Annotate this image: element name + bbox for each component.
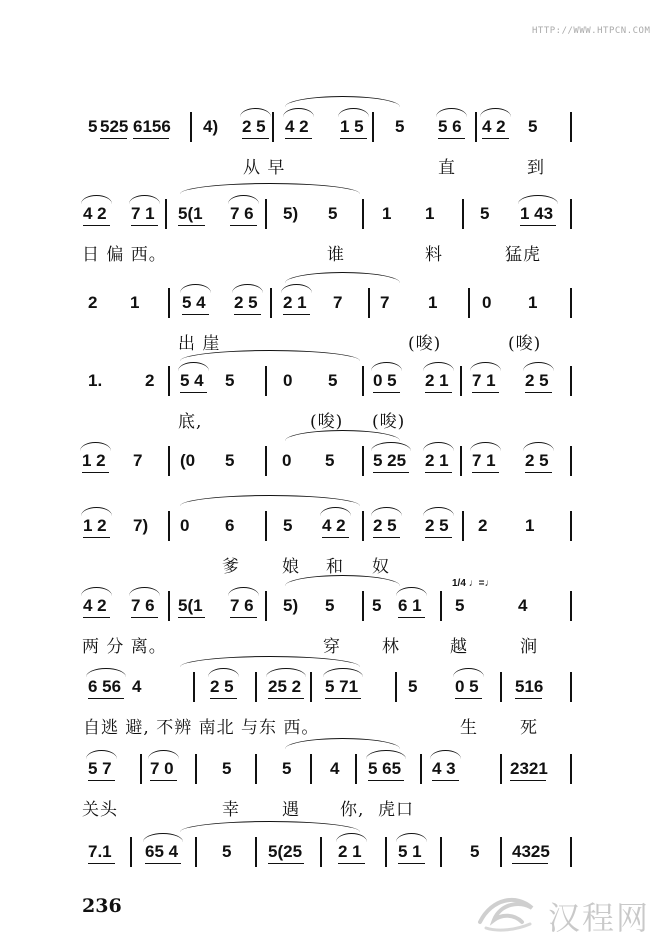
note-group: 4	[330, 759, 340, 778]
bar-line	[475, 112, 477, 142]
lyric-text: 越	[450, 637, 468, 657]
note-group: 1	[525, 516, 535, 535]
beam-line	[455, 698, 482, 699]
lyric-text: 虎口	[378, 800, 414, 820]
lyric-text: 谁	[327, 245, 345, 265]
bar-line	[468, 288, 470, 318]
note-group: 6156	[133, 117, 171, 136]
lyric-text: 到	[527, 158, 545, 178]
note-group: 2 1	[283, 293, 307, 312]
note-group: (0	[180, 451, 196, 470]
lyric-text: 遇	[282, 800, 300, 820]
phrase-slur	[285, 272, 400, 283]
note-group: 5(1	[178, 596, 203, 615]
bar-line	[310, 754, 312, 784]
slur-arc	[129, 587, 160, 596]
note-group: 5	[282, 759, 292, 778]
bar-line	[500, 754, 502, 784]
note-group: 2	[145, 371, 155, 390]
note-group: 5	[395, 117, 405, 136]
note-group: 4 2	[285, 117, 309, 136]
note-group: 7 1	[472, 371, 496, 390]
lyric-text: (唆)	[372, 412, 406, 432]
note-group: 2 5	[425, 516, 449, 535]
note-group: 1	[425, 204, 435, 223]
phrase-slur	[180, 656, 360, 667]
note-group: 7.1	[88, 842, 112, 861]
beam-line	[398, 617, 425, 618]
bar-line	[193, 672, 195, 702]
note-group: 1	[382, 204, 392, 223]
bar-line	[195, 754, 197, 784]
note-group: 5	[480, 204, 490, 223]
lyric-text: 死	[520, 718, 538, 738]
beam-line	[338, 863, 365, 864]
note-group: 2	[88, 293, 98, 312]
note-group: 4)	[203, 117, 219, 136]
beam-line	[482, 138, 509, 139]
page-number: 236	[82, 895, 122, 917]
bar-line	[385, 837, 387, 867]
bar-line	[320, 837, 322, 867]
bar-line	[395, 672, 397, 702]
note-group: 0	[482, 293, 492, 312]
note-group: 7 1	[131, 204, 155, 223]
bar-line	[570, 672, 572, 702]
bar-line	[440, 837, 442, 867]
beam-line	[131, 225, 158, 226]
slur-arc	[470, 362, 501, 371]
note-group: 2 1	[425, 451, 449, 470]
note-group: 4 2	[83, 596, 107, 615]
bar-line	[570, 366, 572, 396]
beam-line	[268, 863, 304, 864]
phrase-slur	[285, 96, 400, 107]
beam-line	[88, 863, 115, 864]
beam-line	[438, 138, 465, 139]
bar-line	[500, 837, 502, 867]
beam-line	[285, 138, 312, 139]
note-group: 5(1	[178, 204, 203, 223]
bar-line	[420, 754, 422, 784]
slur-arc	[523, 362, 554, 371]
beam-line	[325, 698, 361, 699]
note-group: 4325	[512, 842, 550, 861]
beam-line	[242, 138, 269, 139]
bar-line	[270, 288, 272, 318]
note-group: 2 5	[242, 117, 266, 136]
note-group: 1 2	[83, 516, 107, 535]
slur-arc	[228, 195, 259, 204]
beam-line	[425, 472, 452, 473]
note-group: 5)	[283, 596, 299, 615]
slur-arc	[283, 108, 314, 117]
bar-line	[265, 446, 267, 476]
bar-line	[362, 446, 364, 476]
beam-line	[131, 617, 158, 618]
note-group: 5	[283, 516, 293, 535]
beam-line	[373, 537, 400, 538]
bar-line	[310, 672, 312, 702]
beam-line	[83, 225, 110, 226]
slur-arc	[281, 284, 312, 293]
beam-line	[525, 472, 552, 473]
slur-arc	[81, 507, 112, 516]
beam-line	[340, 138, 367, 139]
note-group: 0	[283, 371, 293, 390]
note-group: 5 25	[373, 451, 407, 470]
slur-arc	[208, 668, 239, 677]
note-group: 5	[328, 204, 338, 223]
slur-arc	[436, 108, 467, 117]
note-group: 2	[478, 516, 488, 535]
note-group: 5	[88, 117, 98, 136]
lyric-text: 爹	[222, 557, 240, 577]
tempo-marking: 1/4 ♩=♩	[452, 578, 495, 589]
note-group: 5 4	[180, 371, 204, 390]
slur-arc	[480, 108, 511, 117]
slur-arc	[240, 108, 271, 117]
slur-arc	[523, 442, 554, 451]
beam-line	[373, 472, 409, 473]
note-group: 5	[408, 677, 418, 696]
phrase-slur	[285, 738, 400, 749]
beam-line	[368, 780, 404, 781]
slur-arc	[430, 750, 461, 759]
note-group: 2 5	[373, 516, 397, 535]
lyric-text: (唆)	[310, 412, 344, 432]
bar-line	[168, 366, 170, 396]
slur-arc	[470, 442, 501, 451]
bar-line	[500, 672, 502, 702]
beam-line	[373, 392, 400, 393]
phrase-slur	[180, 821, 360, 832]
beam-line	[230, 225, 257, 226]
note-group: 2 1	[425, 371, 449, 390]
note-group: 7)	[133, 516, 149, 535]
bar-line	[255, 754, 257, 784]
slur-arc	[180, 284, 211, 293]
note-group: 5 65	[368, 759, 402, 778]
note-group: 5 71	[325, 677, 359, 696]
bar-line	[462, 199, 464, 229]
note-group: 2 1	[338, 842, 362, 861]
beam-line	[425, 537, 452, 538]
note-group: 2321	[510, 759, 548, 778]
bar-line	[372, 112, 374, 142]
watermark-text: 汉程网	[548, 899, 651, 937]
note-group: 5	[372, 596, 382, 615]
lyric-text: 直	[438, 158, 456, 178]
note-group: 4 3	[432, 759, 456, 778]
note-group: 65 4	[145, 842, 179, 861]
bar-line	[570, 591, 572, 621]
bar-line	[140, 754, 142, 784]
bar-line	[362, 511, 364, 541]
bar-line	[570, 112, 572, 142]
bar-line	[362, 591, 364, 621]
slur-arc	[266, 668, 306, 677]
phrase-slur	[180, 495, 360, 506]
beam-line	[182, 314, 209, 315]
beam-line	[472, 472, 499, 473]
beam-line	[83, 617, 110, 618]
note-group: 0 5	[455, 677, 479, 696]
bar-line	[168, 591, 170, 621]
bar-line	[570, 837, 572, 867]
bar-line	[368, 288, 370, 318]
beam-line	[150, 780, 177, 781]
slur-arc	[86, 668, 126, 677]
beam-line	[283, 314, 310, 315]
lyric-text: 林	[382, 637, 400, 657]
beam-line	[133, 138, 169, 139]
note-group: 1 5	[340, 117, 364, 136]
slur-arc	[129, 195, 160, 204]
slur-arc	[178, 362, 209, 371]
lyric-text: 从 早	[243, 158, 286, 178]
lyric-text: 日 偏 西。	[82, 245, 167, 265]
beam-line	[82, 472, 109, 473]
note-group: 7 6	[230, 204, 254, 223]
note-group: 1 2	[82, 451, 106, 470]
bar-line	[165, 199, 167, 229]
note-group: 5	[328, 371, 338, 390]
note-group: 525	[100, 117, 129, 136]
note-group: 5	[470, 842, 480, 861]
lyric-text: 幸	[222, 800, 240, 820]
slur-arc	[81, 195, 112, 204]
bar-line	[272, 112, 274, 142]
lyric-text: 和	[326, 557, 344, 577]
beam-line	[88, 698, 124, 699]
slur-arc	[228, 587, 259, 596]
note-group: 5 7	[88, 759, 112, 778]
slur-arc	[423, 362, 454, 371]
note-group: 0 5	[373, 371, 397, 390]
note-group: 0	[282, 451, 292, 470]
note-group: 5	[225, 371, 235, 390]
bar-line	[362, 199, 364, 229]
lyric-text: 娘	[282, 557, 300, 577]
slur-arc	[366, 750, 406, 759]
note-group: 5 1	[398, 842, 422, 861]
bar-line	[460, 366, 462, 396]
beam-line	[472, 392, 499, 393]
note-group: 516	[515, 677, 544, 696]
note-group: 6	[225, 516, 235, 535]
note-group: 5	[528, 117, 538, 136]
note-group: 1	[528, 293, 538, 312]
note-group: 2 5	[210, 677, 234, 696]
note-group: 5 6	[438, 117, 462, 136]
bar-line	[190, 112, 192, 142]
bar-line	[570, 288, 572, 318]
bar-line	[570, 199, 572, 229]
lyric-text: 你,	[340, 800, 365, 820]
note-group: 7 0	[150, 759, 174, 778]
slur-arc	[371, 362, 402, 371]
slur-arc	[143, 833, 183, 842]
slur-arc	[232, 284, 263, 293]
lyric-text: 生	[460, 718, 478, 738]
bar-line	[570, 754, 572, 784]
beam-line	[425, 392, 452, 393]
bar-line	[355, 754, 357, 784]
note-group: 4 2	[482, 117, 506, 136]
beam-line	[432, 780, 459, 781]
note-group: 7 6	[131, 596, 155, 615]
note-group: 2 5	[234, 293, 258, 312]
note-group: 4 2	[322, 516, 346, 535]
note-group: 4	[518, 596, 528, 615]
bar-line	[570, 511, 572, 541]
note-group: 7	[133, 451, 143, 470]
lyric-text: 出 崖	[178, 334, 221, 354]
beam-line	[83, 537, 110, 538]
note-group: 1.	[88, 371, 103, 390]
bar-line	[570, 446, 572, 476]
beam-line	[234, 314, 261, 315]
slur-arc	[371, 442, 411, 451]
beam-line	[145, 863, 181, 864]
lyric-text: 自逃 避, 不辨 南北 与东 西。	[83, 718, 320, 738]
slur-arc	[320, 507, 351, 516]
note-group: 4 2	[83, 204, 107, 223]
beam-line	[510, 780, 546, 781]
watermark-url: HTTP://WWW.HTPCN.COM	[532, 26, 651, 36]
slur-arc	[81, 587, 112, 596]
slur-arc	[453, 668, 484, 677]
slur-arc	[80, 442, 111, 451]
note-group: 5 4	[182, 293, 206, 312]
lyric-text: 猛虎	[505, 245, 541, 265]
note-group: 1	[130, 293, 140, 312]
beam-line	[525, 392, 552, 393]
note-group: 5	[225, 451, 235, 470]
note-group: 4	[132, 677, 142, 696]
note-group: 5	[222, 842, 232, 861]
beam-line	[515, 698, 542, 699]
beam-line	[398, 863, 425, 864]
beam-line	[512, 863, 548, 864]
note-group: 1	[428, 293, 438, 312]
bar-line	[130, 837, 132, 867]
lyric-text: (唆)	[408, 334, 442, 354]
watermark-logo-icon	[472, 888, 542, 936]
beam-line	[180, 392, 207, 393]
note-group: 7 6	[230, 596, 254, 615]
note-group: 5	[222, 759, 232, 778]
bar-line	[362, 366, 364, 396]
beam-line	[520, 225, 556, 226]
lyric-text: 奴	[372, 557, 390, 577]
bar-line	[440, 591, 442, 621]
beam-line	[268, 698, 304, 699]
bar-line	[265, 591, 267, 621]
slur-arc	[148, 750, 179, 759]
note-group: 0	[180, 516, 190, 535]
note-group: 7 1	[472, 451, 496, 470]
slur-arc	[323, 668, 363, 677]
bar-line	[255, 672, 257, 702]
bar-line	[195, 837, 197, 867]
beam-line	[100, 138, 127, 139]
note-group: 6 56	[88, 677, 122, 696]
slur-arc	[86, 750, 117, 759]
note-group: 5	[325, 596, 335, 615]
slur-arc	[423, 507, 454, 516]
slur-arc	[336, 833, 367, 842]
slur-arc	[423, 442, 454, 451]
bar-line	[265, 366, 267, 396]
lyric-text: 底,	[178, 412, 203, 432]
bar-line	[168, 511, 170, 541]
beam-line	[230, 617, 257, 618]
note-group: 5	[325, 451, 335, 470]
note-group: 2 5	[525, 451, 549, 470]
beam-line	[178, 225, 205, 226]
beam-line	[88, 780, 115, 781]
bar-line	[255, 837, 257, 867]
note-group: 7	[333, 293, 343, 312]
lyric-text: 料	[425, 245, 443, 265]
note-group: 1 43	[520, 204, 554, 223]
slur-arc	[371, 507, 402, 516]
bar-line	[462, 511, 464, 541]
lyric-text: 关头	[82, 800, 118, 820]
slur-arc	[338, 108, 369, 117]
note-group: 5	[455, 596, 465, 615]
bar-line	[265, 199, 267, 229]
note-group: 5(25	[268, 842, 303, 861]
lyric-text: 穿	[323, 637, 341, 657]
slur-arc	[518, 195, 558, 204]
bar-line	[168, 446, 170, 476]
beam-line	[210, 698, 237, 699]
note-group: 5)	[283, 204, 299, 223]
slur-arc	[396, 833, 427, 842]
lyric-text: 涧	[520, 637, 538, 657]
phrase-slur	[180, 183, 360, 194]
beam-line	[178, 617, 205, 618]
bar-line	[168, 288, 170, 318]
bar-line	[265, 511, 267, 541]
beam-line	[322, 537, 349, 538]
note-group: 7	[380, 293, 390, 312]
slur-arc	[396, 587, 427, 596]
bar-line	[460, 446, 462, 476]
note-group: 25 2	[268, 677, 302, 696]
note-group: 2 5	[525, 371, 549, 390]
note-group: 6 1	[398, 596, 422, 615]
lyric-text: 两 分 离。	[82, 637, 167, 657]
lyric-text: (唆)	[508, 334, 542, 354]
